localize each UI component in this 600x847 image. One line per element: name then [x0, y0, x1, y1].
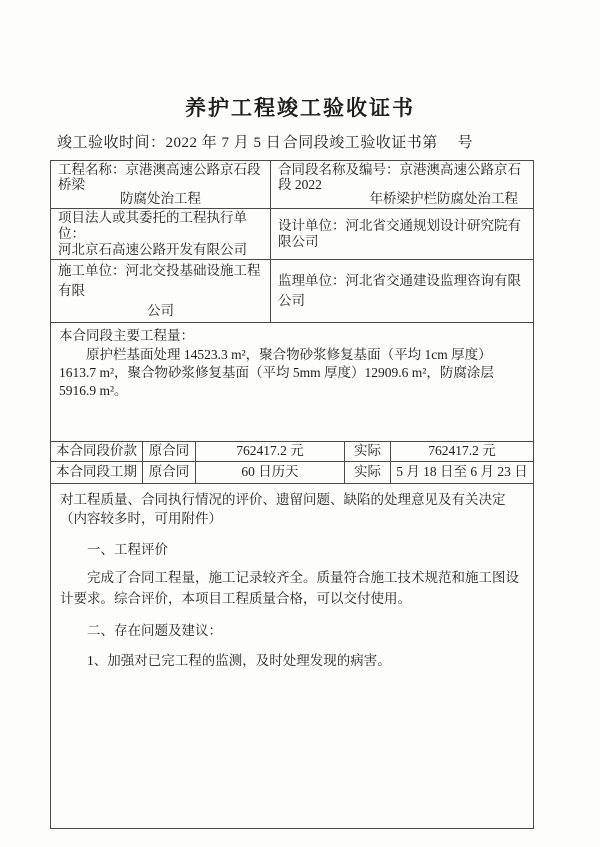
price-actual-label-cell: 实际	[345, 441, 391, 461]
evaluation-section1-title: 一、工程评价	[87, 541, 168, 557]
row-quantities	[51, 322, 534, 441]
contract-section-cell	[271, 161, 534, 209]
certificate-number: 合同段竣工验收证书第 号	[282, 135, 473, 151]
evaluation-section2-title: 二、存在问题及建议：	[87, 622, 222, 638]
contract-section-line1: 合同段名称及编号：京港澳高速公路京石段 2022	[278, 162, 521, 192]
quantities-detail: 原护栏基面处理 14523.3 m²，聚合物砂浆修复基面（平均 1cm 厚度）1613.7 m²，聚合物砂浆修复基面（平均 5mm 厚度）12909.6 m²，防腐涂层 5916.9 m²。	[59, 346, 494, 398]
meta-line	[57, 131, 473, 152]
contractor-cell	[51, 259, 271, 322]
executor-line1: 项目法人或其委托的工程执行单位：	[58, 209, 247, 241]
supervisor-cell: 监理单位：河北省交通建设监理咨询有限公司	[271, 259, 534, 322]
project-name-line1: 工程名称：京港澳高速公路京石段桥梁	[58, 162, 261, 192]
contract-section-line2: 年桥梁护栏防腐处治工程	[369, 191, 518, 206]
evaluation-section1-body: 完成了合同工程量，施工记录较齐全。质量符合施工技术规范和施工图设计要求。综合评价，本项目工程质量合格，可以交付使用。	[60, 569, 519, 606]
evaluation-cell	[51, 483, 534, 828]
contractor-line1: 施工单位：河北交投基础设施工程有限	[58, 262, 261, 298]
row-contract-price	[51, 441, 534, 461]
executor-cell	[51, 208, 271, 259]
quantities-heading: 本合同段主要工程量：	[59, 327, 194, 343]
quantities-cell	[51, 322, 534, 441]
evaluation-heading: 对工程质量、合同执行情况的评价、遗留问题、缺陷的处理意见及有关决定（内容较多时，可用附件）	[60, 491, 506, 526]
contractor-line2: 公司	[147, 302, 174, 318]
designer-cell: 设计单位：河北省交通规划设计研究院有限公司	[271, 208, 534, 259]
duration-actual-label-cell: 实际	[345, 461, 391, 483]
duration-original-value-cell: 60 日历天	[196, 461, 345, 483]
price-original-value-cell: 762417.2 元	[196, 441, 345, 461]
certificate-table	[50, 160, 534, 829]
document-title: 养护工程竣工验收证书	[185, 96, 415, 120]
row-contract-duration	[51, 461, 534, 483]
row-contractor-supervisor	[51, 259, 534, 322]
duration-actual-value-cell: 5 月 18 日至 6 月 23 日	[391, 461, 534, 483]
row-evaluation	[51, 483, 534, 828]
row-executor-designer	[51, 208, 534, 259]
project-name-cell	[51, 161, 271, 209]
executor-line2: 河北京石高速公路开发有限公司	[58, 241, 247, 257]
evaluation-section2-item1: 1、加强对已完工程的监测，及时处理发现的病害。	[87, 652, 391, 668]
duration-label-cell: 本合同段工期	[51, 461, 143, 483]
price-actual-value-cell: 762417.2 元	[391, 441, 534, 461]
row-project	[51, 161, 534, 209]
duration-original-label-cell: 原合同	[143, 461, 196, 483]
acceptance-time: 竣工验收时间：2022 年 7 月 5 日	[57, 135, 282, 151]
price-original-label-cell: 原合同	[143, 441, 196, 461]
project-name-line2: 防腐处治工程	[120, 191, 201, 206]
price-label-cell: 本合同段价款	[51, 441, 143, 461]
